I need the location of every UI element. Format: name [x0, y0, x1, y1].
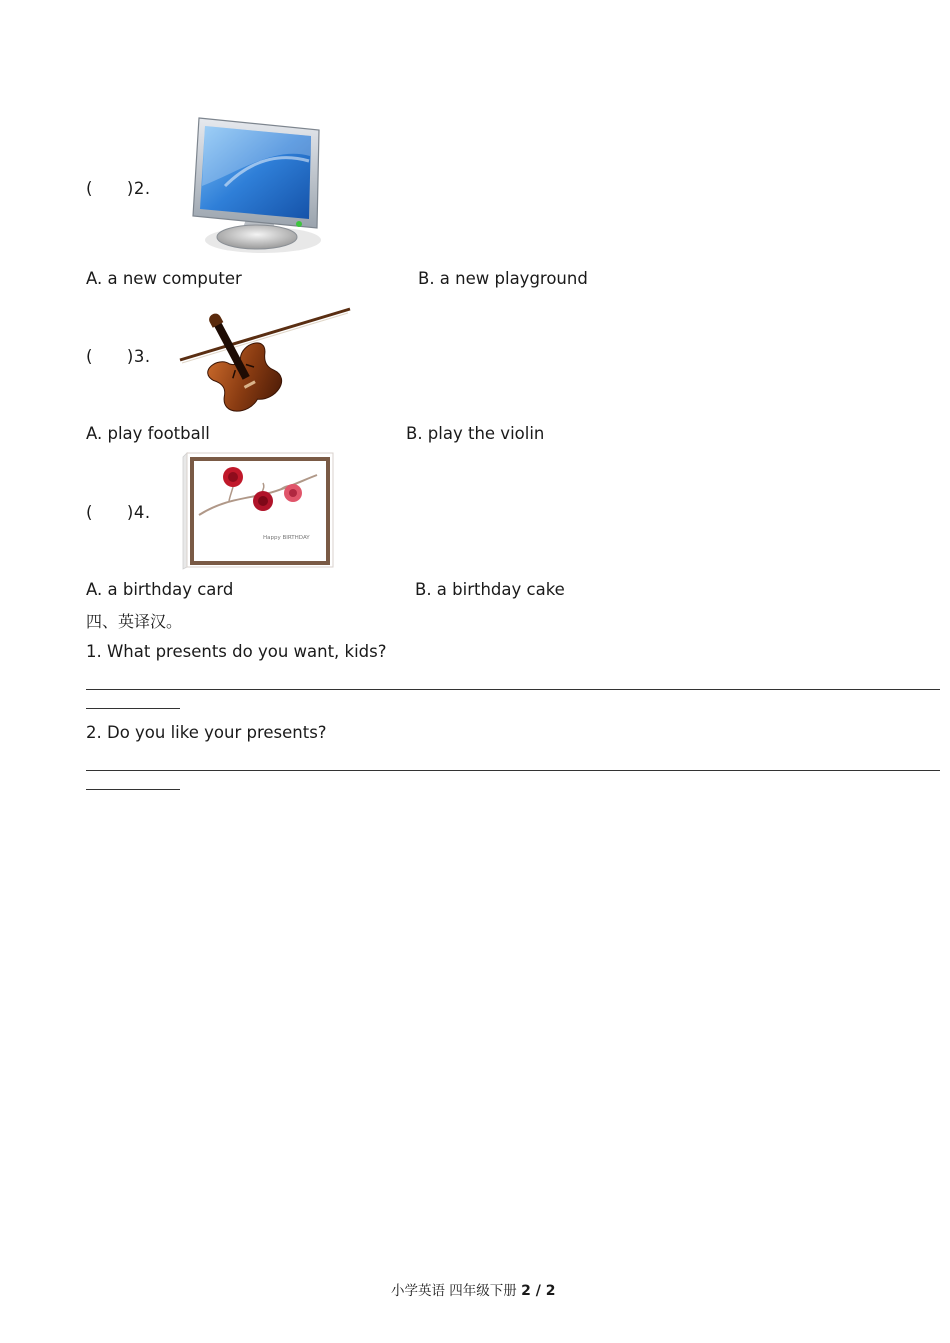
question-3-option-b: B. play the violin	[406, 424, 545, 443]
question-2-marker: ( )2.	[86, 179, 151, 198]
footer-page-number: 2 / 2	[521, 1283, 556, 1299]
page-footer	[391, 1282, 555, 1300]
card-greeting: Happy BIRTHDAY	[263, 535, 310, 541]
footer-subject: 小学英语 四年级下册	[391, 1283, 517, 1299]
translation-item-2: 2. Do you like your presents?	[86, 723, 327, 742]
question-3-option-a: A. play football	[86, 424, 210, 443]
question-4-option-b: B. a birthday cake	[415, 580, 565, 599]
answer-line-1-continued[interactable]	[86, 708, 180, 709]
answer-line-1[interactable]	[86, 689, 940, 690]
violin-icon	[176, 305, 356, 415]
answer-line-2-continued[interactable]	[86, 789, 180, 790]
question-2-option-a: A. a new computer	[86, 269, 242, 288]
section-4-heading: 四、英译汉。	[86, 612, 183, 631]
question-2-option-b: B. a new playground	[418, 269, 588, 288]
translation-item-1: 1. What presents do you want, kids?	[86, 642, 387, 661]
birthday-card-icon	[181, 451, 335, 571]
computer-monitor-icon	[185, 116, 333, 262]
question-4-option-a: A. a birthday card	[86, 580, 234, 599]
question-4-marker: ( )4.	[86, 503, 151, 522]
answer-line-2[interactable]	[86, 770, 940, 771]
question-3-marker: ( )3.	[86, 347, 151, 366]
